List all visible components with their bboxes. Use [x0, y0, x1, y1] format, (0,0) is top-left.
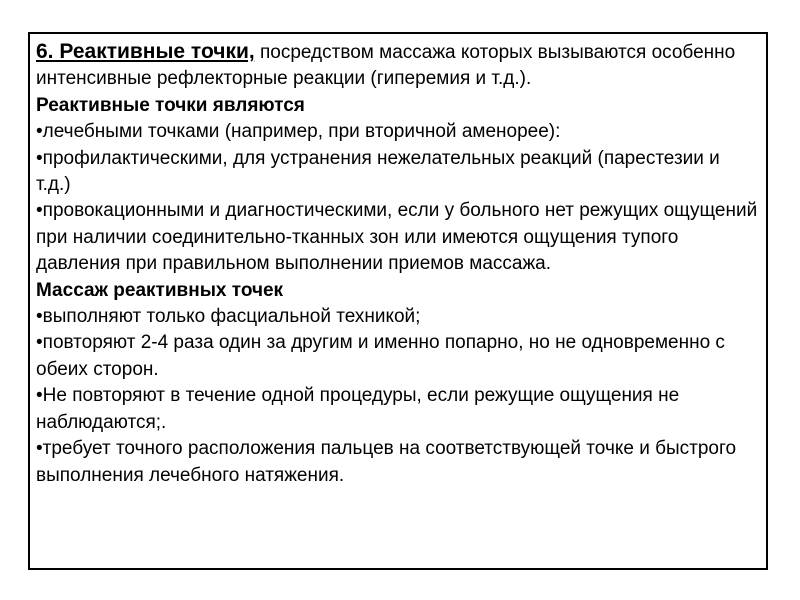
title-paragraph — [36, 39, 758, 93]
text-frame — [28, 32, 768, 570]
bullet-item: •повторяют 2-4 раза один за другим и именно попарно, но не одновременно с обеих сторон. — [36, 332, 725, 380]
bullet-item: •профилактическими, для устранения нежелательных реакций (парестезии и т.д.) — [36, 147, 720, 196]
title-label: 6. Реактивные точки, — [36, 40, 255, 63]
bullet-item: •выполняют только фасциальной техникой; — [36, 306, 421, 328]
section1-heading: Реактивные точки являются — [36, 94, 305, 116]
bullet-item: •требует точного расположения пальцев на соответствующей точке и быстрого выполнения лечебного натяжения. — [36, 438, 737, 486]
bullet-item: •Не повторяют в течение одной процедуры, если режущие ощущения не наблюдаются;. — [36, 385, 680, 433]
title-description: посредством массажа которых вызываются особенно интенсивные рефлекторные реакции (гиперемия и т.д.). — [36, 42, 736, 90]
section2-heading: Массаж реактивных точек — [36, 279, 284, 301]
bullet-item: •провокационными и диагностическими, если у больного нет режущих ощущений при наличии соединительно-тканных зон или имеются ощущения тупого давления при правильном выполнении приемов массажа. — [36, 200, 758, 275]
bullet-item: •лечебными точками (например, при вторичной аменорее): — [36, 121, 561, 143]
